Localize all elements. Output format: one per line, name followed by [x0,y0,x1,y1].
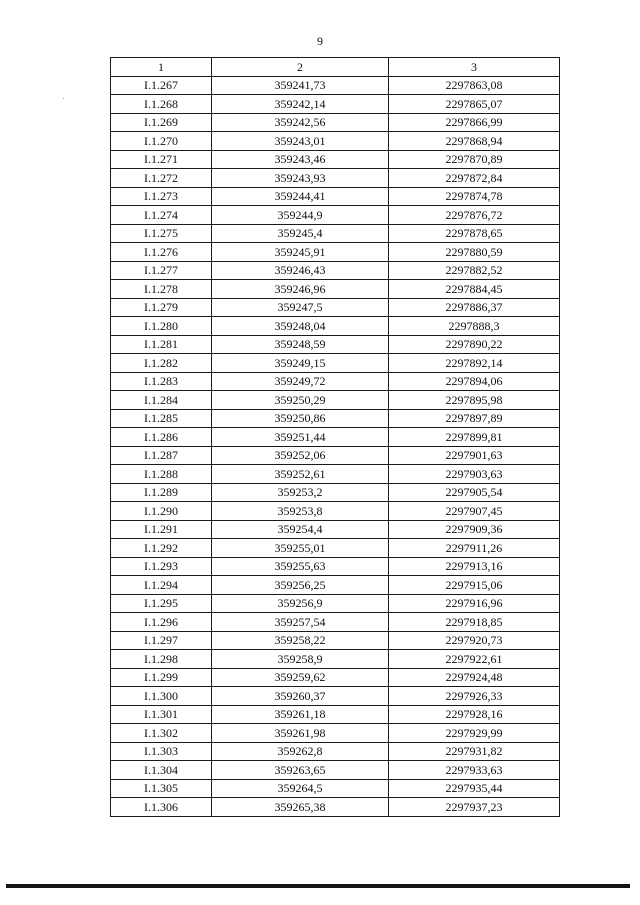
y-coordinate-cell: 2297888,3 [389,317,560,336]
table-row [111,779,560,798]
y-coordinate-cell: 2297918,85 [389,613,560,632]
y-coordinate-cell: 2297935,44 [389,779,560,798]
x-coordinate-cell: 359242,14 [212,95,389,114]
point-id-cell: I.1.281 [111,335,212,354]
point-id-cell: I.1.269 [111,113,212,132]
table-row [111,576,560,595]
y-coordinate-cell: 2297882,52 [389,261,560,280]
y-coordinate-cell: 2297924,48 [389,668,560,687]
table-row [111,391,560,410]
bottom-rule [6,884,630,888]
x-coordinate-cell: 359257,54 [212,613,389,632]
y-coordinate-cell: 2297905,54 [389,483,560,502]
point-id-cell: I.1.301 [111,705,212,724]
point-id-cell: I.1.302 [111,724,212,743]
x-coordinate-cell: 359244,41 [212,187,389,206]
y-coordinate-cell: 2297937,23 [389,798,560,817]
y-coordinate-cell: 2297916,96 [389,594,560,613]
table-row [111,409,560,428]
point-id-cell: I.1.285 [111,409,212,428]
table-row [111,95,560,114]
x-coordinate-cell: 359252,06 [212,446,389,465]
y-coordinate-cell: 2297886,37 [389,298,560,317]
table-row [111,132,560,151]
y-coordinate-cell: 2297911,26 [389,539,560,558]
y-coordinate-cell: 2297884,45 [389,280,560,299]
table-row [111,317,560,336]
x-coordinate-cell: 359258,9 [212,650,389,669]
table-row [111,687,560,706]
x-coordinate-cell: 359255,63 [212,557,389,576]
point-id-cell: I.1.306 [111,798,212,817]
x-coordinate-cell: 359244,9 [212,206,389,225]
point-id-cell: I.1.293 [111,557,212,576]
x-coordinate-cell: 359256,9 [212,594,389,613]
y-coordinate-cell: 2297892,14 [389,354,560,373]
point-id-cell: I.1.277 [111,261,212,280]
point-id-cell: I.1.299 [111,668,212,687]
x-coordinate-cell: 359242,56 [212,113,389,132]
table-body [111,76,560,816]
x-coordinate-cell: 359264,5 [212,779,389,798]
y-coordinate-cell: 2297870,89 [389,150,560,169]
point-id-cell: I.1.273 [111,187,212,206]
y-coordinate-cell: 2297913,16 [389,557,560,576]
table-row [111,224,560,243]
table-row [111,520,560,539]
x-coordinate-cell: 359241,73 [212,76,389,95]
x-coordinate-cell: 359245,91 [212,243,389,262]
coordinates-table-container [110,57,560,817]
x-coordinate-cell: 359262,8 [212,742,389,761]
point-id-cell: I.1.274 [111,206,212,225]
scan-speck [63,98,64,99]
table-row [111,798,560,817]
x-coordinate-cell: 359247,5 [212,298,389,317]
y-coordinate-cell: 2297915,06 [389,576,560,595]
y-coordinate-cell: 2297895,98 [389,391,560,410]
x-coordinate-cell: 359265,38 [212,798,389,817]
table-row [111,761,560,780]
y-coordinate-cell: 2297899,81 [389,428,560,447]
x-coordinate-cell: 359246,96 [212,280,389,299]
x-coordinate-cell: 359259,62 [212,668,389,687]
x-coordinate-cell: 359258,22 [212,631,389,650]
table-header-row [111,58,560,77]
y-coordinate-cell: 2297872,84 [389,169,560,188]
y-coordinate-cell: 2297878,65 [389,224,560,243]
y-coordinate-cell: 2297897,89 [389,409,560,428]
x-coordinate-cell: 359253,8 [212,502,389,521]
x-coordinate-cell: 359243,93 [212,169,389,188]
table-row [111,724,560,743]
y-coordinate-cell: 2297901,63 [389,446,560,465]
point-id-cell: I.1.294 [111,576,212,595]
table-row [111,631,560,650]
table-row [111,261,560,280]
y-coordinate-cell: 2297880,59 [389,243,560,262]
point-id-cell: I.1.291 [111,520,212,539]
table-row [111,465,560,484]
y-coordinate-cell: 2297929,99 [389,724,560,743]
point-id-cell: I.1.276 [111,243,212,262]
x-coordinate-cell: 359263,65 [212,761,389,780]
page-number: 9 [317,34,323,48]
point-id-cell: I.1.272 [111,169,212,188]
x-coordinate-cell: 359260,37 [212,687,389,706]
table-row [111,280,560,299]
x-coordinate-cell: 359252,61 [212,465,389,484]
table-row [111,557,560,576]
point-id-cell: I.1.287 [111,446,212,465]
table-header [111,58,560,77]
point-id-cell: I.1.303 [111,742,212,761]
table-row [111,298,560,317]
y-coordinate-cell: 2297928,16 [389,705,560,724]
y-coordinate-cell: 2297874,78 [389,187,560,206]
point-id-cell: I.1.275 [111,224,212,243]
y-coordinate-cell: 2297909,36 [389,520,560,539]
column-header-1: 1 [111,58,212,77]
point-id-cell: I.1.270 [111,132,212,151]
x-coordinate-cell: 359251,44 [212,428,389,447]
point-id-cell: I.1.304 [111,761,212,780]
x-coordinate-cell: 359250,86 [212,409,389,428]
y-coordinate-cell: 2297866,99 [389,113,560,132]
point-id-cell: I.1.296 [111,613,212,632]
table-row [111,446,560,465]
y-coordinate-cell: 2297894,06 [389,372,560,391]
y-coordinate-cell: 2297907,45 [389,502,560,521]
table-row [111,335,560,354]
point-id-cell: I.1.295 [111,594,212,613]
y-coordinate-cell: 2297868,94 [389,132,560,151]
y-coordinate-cell: 2297920,73 [389,631,560,650]
x-coordinate-cell: 359261,18 [212,705,389,724]
table-row [111,113,560,132]
point-id-cell: I.1.267 [111,76,212,95]
point-id-cell: I.1.298 [111,650,212,669]
x-coordinate-cell: 359243,46 [212,150,389,169]
table-row [111,668,560,687]
x-coordinate-cell: 359245,4 [212,224,389,243]
table-row [111,76,560,95]
point-id-cell: I.1.286 [111,428,212,447]
point-id-cell: I.1.282 [111,354,212,373]
x-coordinate-cell: 359249,15 [212,354,389,373]
y-coordinate-cell: 2297903,63 [389,465,560,484]
table-row [111,169,560,188]
x-coordinate-cell: 359254,4 [212,520,389,539]
point-id-cell: I.1.279 [111,298,212,317]
point-id-cell: I.1.278 [111,280,212,299]
table-row [111,502,560,521]
y-coordinate-cell: 2297926,33 [389,687,560,706]
x-coordinate-cell: 359256,25 [212,576,389,595]
table-row [111,428,560,447]
point-id-cell: I.1.300 [111,687,212,706]
point-id-cell: I.1.289 [111,483,212,502]
x-coordinate-cell: 359255,01 [212,539,389,558]
coordinates-table [110,57,560,817]
point-id-cell: I.1.271 [111,150,212,169]
point-id-cell: I.1.268 [111,95,212,114]
x-coordinate-cell: 359253,2 [212,483,389,502]
table-row [111,742,560,761]
y-coordinate-cell: 2297876,72 [389,206,560,225]
table-row [111,243,560,262]
point-id-cell: I.1.283 [111,372,212,391]
y-coordinate-cell: 2297890,22 [389,335,560,354]
column-header-2: 2 [212,58,389,77]
x-coordinate-cell: 359261,98 [212,724,389,743]
table-row [111,483,560,502]
point-id-cell: I.1.290 [111,502,212,521]
table-row [111,372,560,391]
x-coordinate-cell: 359246,43 [212,261,389,280]
y-coordinate-cell: 2297863,08 [389,76,560,95]
x-coordinate-cell: 359249,72 [212,372,389,391]
y-coordinate-cell: 2297933,63 [389,761,560,780]
x-coordinate-cell: 359250,29 [212,391,389,410]
table-row [111,650,560,669]
x-coordinate-cell: 359248,04 [212,317,389,336]
y-coordinate-cell: 2297922,61 [389,650,560,669]
x-coordinate-cell: 359248,59 [212,335,389,354]
point-id-cell: I.1.297 [111,631,212,650]
point-id-cell: I.1.284 [111,391,212,410]
point-id-cell: I.1.305 [111,779,212,798]
table-row [111,594,560,613]
table-row [111,187,560,206]
point-id-cell: I.1.292 [111,539,212,558]
table-row [111,206,560,225]
x-coordinate-cell: 359243,01 [212,132,389,151]
point-id-cell: I.1.288 [111,465,212,484]
table-row [111,613,560,632]
table-row [111,150,560,169]
y-coordinate-cell: 2297865,07 [389,95,560,114]
y-coordinate-cell: 2297931,82 [389,742,560,761]
column-header-3: 3 [389,58,560,77]
table-row [111,354,560,373]
point-id-cell: I.1.280 [111,317,212,336]
table-row [111,539,560,558]
table-row [111,705,560,724]
